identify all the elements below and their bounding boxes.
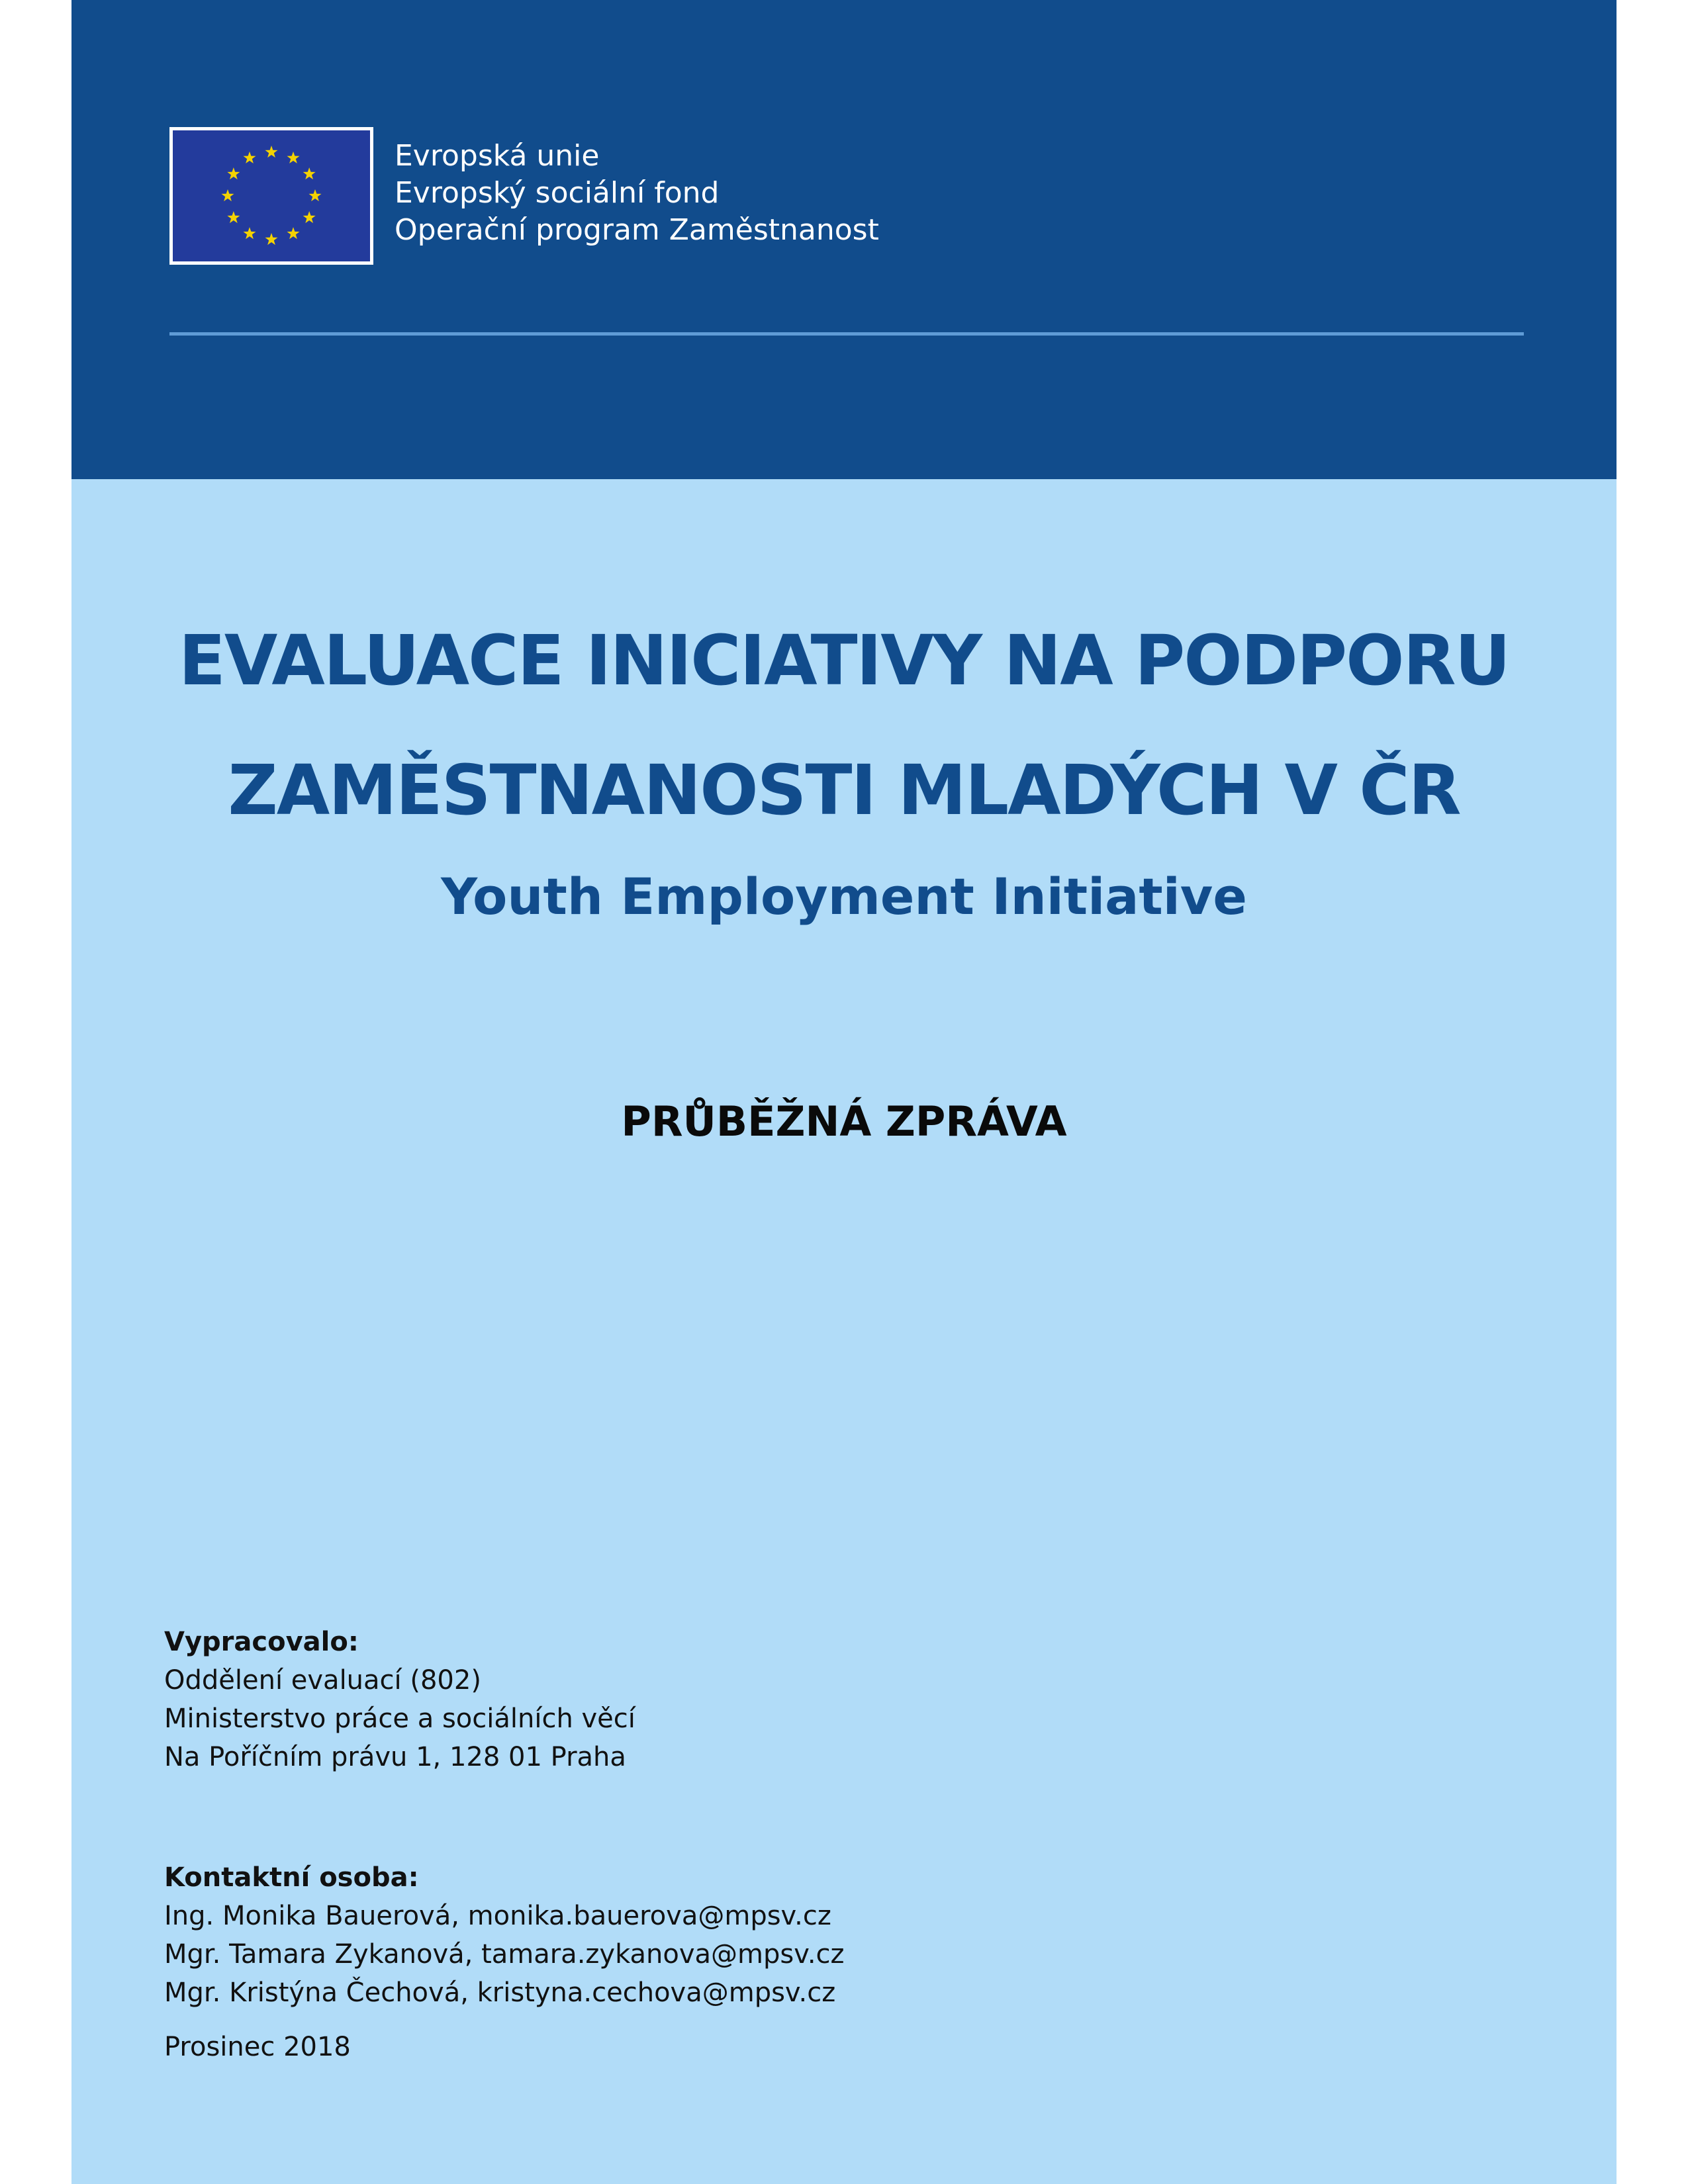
star-icon (303, 167, 316, 179)
star-icon (265, 233, 277, 245)
logo-line-eu: Evropská unie (395, 139, 600, 173)
contact-line: Ing. Monika Bauerová, monika.bauerova@mpsv.cz (164, 1901, 831, 1931)
eu-logo (169, 127, 964, 269)
publication-date: Prosinec 2018 (164, 2032, 351, 2062)
star-icon (303, 211, 316, 223)
logo-text (395, 138, 879, 249)
logo-line-esf: Evropský sociální fond (395, 176, 720, 210)
eu-flag (169, 127, 373, 265)
star-icon (287, 152, 299, 163)
logo-line-op: Operační program Zaměstnanost (395, 213, 879, 247)
eu-flag-icon (173, 130, 370, 261)
title-line-2: ZAMĚSTNANOSTI MLADÝCH V ČR (228, 750, 1460, 831)
document-subtitle: Youth Employment Initiative (441, 867, 1247, 926)
prepared-by-line: Na Poříčním právu 1, 128 01 Praha (164, 1742, 626, 1772)
report-type: PRŮBĚŽNÁ ZPRÁVA (621, 1097, 1067, 1146)
document-title (71, 596, 1617, 855)
contact-section (164, 1858, 845, 2012)
contact-label: Kontaktní osoba: (164, 1862, 419, 1893)
title-line-1: EVALUACE INICIATIVY NA PODPORU (178, 620, 1510, 701)
contact-line: Mgr. Kristýna Čechová, kristyna.cechova@mpsv.cz (164, 1978, 836, 2008)
star-icon (265, 146, 277, 158)
contact-line: Mgr. Tamara Zykanová, tamara.zykanova@mpsv.cz (164, 1939, 845, 1970)
star-icon (227, 211, 240, 223)
header-divider (169, 332, 1524, 336)
star-icon (221, 189, 234, 201)
prepared-by-line: Oddělení evaluací (802) (164, 1665, 481, 1696)
star-icon (243, 227, 256, 239)
prepared-by-line: Ministerstvo práce a sociálních věcí (164, 1704, 635, 1734)
header-band (71, 0, 1617, 479)
prepared-by-label: Vypracovalo: (164, 1627, 359, 1657)
prepared-by-section (164, 1623, 635, 1776)
star-icon (287, 227, 299, 239)
star-icon (227, 167, 240, 179)
cover-page (71, 0, 1617, 2184)
star-icon (243, 152, 256, 163)
star-icon (308, 189, 321, 201)
